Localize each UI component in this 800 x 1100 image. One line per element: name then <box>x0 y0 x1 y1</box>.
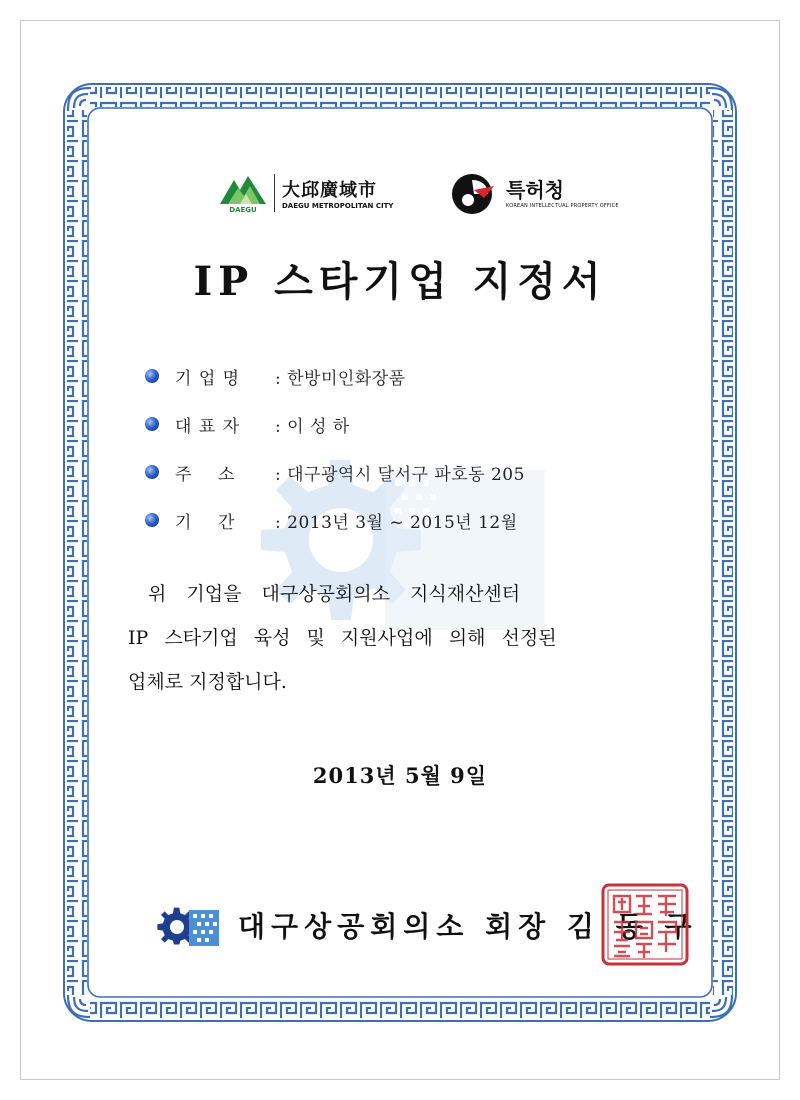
blue-dot-icon <box>145 465 159 479</box>
red-seal-stamp <box>600 882 690 967</box>
issue-date: 2013년 5월 9일 <box>312 763 488 788</box>
info-value: : 한방미인화장품 <box>275 368 406 389</box>
gear-icon <box>155 906 221 950</box>
daegu-name-en: DAEGU METROPOLITAN CITY <box>282 202 394 210</box>
info-value: : 이 성 하 <box>275 416 350 437</box>
info-row-address <box>145 448 525 496</box>
info-row-company-name <box>145 352 525 400</box>
info-row-period <box>145 496 525 544</box>
info-label: 기 간 <box>175 512 236 533</box>
kipo-logo <box>450 170 620 218</box>
kipo-emblem-icon <box>450 172 496 216</box>
issuer-signature-line: 대구상공회의소 회장 김 동 구 <box>238 910 698 943</box>
kipo-name: 특허청 <box>506 178 564 202</box>
info-row-representative <box>145 400 525 448</box>
certificate-title: IP 스타기업 지정서 <box>193 258 607 305</box>
company-info-list <box>145 352 525 544</box>
info-value: : 대구광역시 달서구 파호동 205 <box>275 464 525 485</box>
info-label: 대 표 자 <box>175 416 241 437</box>
certificate-body <box>128 572 688 704</box>
info-label: 주 소 <box>175 464 236 485</box>
daegu-mark-label: DAEGU <box>229 206 257 214</box>
kipo-name-en: KOREAN INTELLECTUAL PROPERTY OFFICE <box>506 203 619 209</box>
blue-dot-icon <box>145 417 159 431</box>
body-line-2: IP 스타기업 육성 및 지원사업에 의해 선정된 <box>128 627 557 649</box>
blue-dot-icon <box>145 369 159 383</box>
daegu-name-hanja: 大邱廣域市 <box>282 180 377 201</box>
body-line-1: 위 기업을 대구상공회의소 지식재산센터 <box>148 583 521 605</box>
info-value: : 2013년 3월 ~ 2015년 12월 <box>275 512 518 533</box>
body-line-3: 업체로 지정합니다. <box>128 671 287 693</box>
daegu-city-logo <box>218 170 394 218</box>
logo-divider <box>274 174 275 212</box>
info-label: 기 업 명 <box>175 368 241 389</box>
blue-dot-icon <box>145 513 159 527</box>
